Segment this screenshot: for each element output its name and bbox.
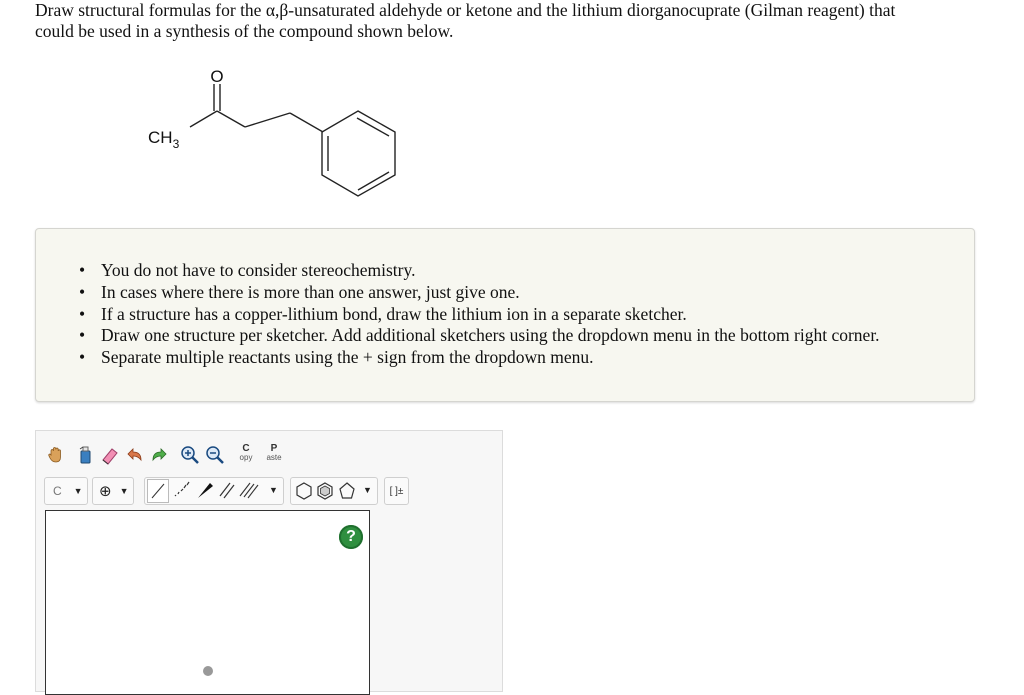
chevron-down-icon[interactable]: ▼: [363, 485, 372, 495]
zoom-out-icon[interactable]: [204, 443, 226, 467]
double-bond-tool[interactable]: [217, 479, 237, 506]
instruction-item: • You do not have to consider stereochemistry.: [79, 260, 880, 282]
help-icon[interactable]: ?: [339, 525, 363, 549]
copy-label-bottom: opy: [239, 453, 253, 462]
instruction-item: • In cases where there is more than one answer, just give one.: [79, 282, 880, 304]
methyl-subscript: 3: [172, 137, 180, 151]
methyl-label: [148, 128, 180, 151]
bond-toolbar: [144, 477, 284, 505]
question-line-2: could be used in a synthesis of the compound shown below.: [35, 21, 454, 41]
eraser-icon[interactable]: [99, 443, 121, 467]
bracket-charge-button[interactable]: [384, 477, 409, 505]
element-label: C: [53, 484, 62, 498]
drawing-canvas[interactable]: [45, 510, 370, 695]
instruction-item: • Draw one structure per sketcher. Add additional sketchers using the dropdown menu in the bottom right corner.: [79, 325, 880, 347]
clear-bottle-icon[interactable]: [74, 443, 96, 467]
paste-label-top: P: [270, 443, 278, 454]
methyl-label-main: CH: [148, 128, 173, 147]
benzene-icon[interactable]: [315, 480, 335, 507]
hashed-bond-tool[interactable]: [172, 479, 192, 506]
bracket-label: [ ]±: [389, 485, 404, 497]
molecule-structure: [0, 0, 1024, 220]
instruction-item: • Separate multiple reactants using the + sign from the dropdown menu.: [79, 347, 880, 369]
redo-icon[interactable]: [148, 443, 170, 467]
chevron-down-icon: ▼: [73, 486, 83, 496]
chevron-down-icon: ▼: [119, 486, 129, 496]
instruction-item: • If a structure has a copper-lithium bond, draw the lithium ion in a separate sketcher.: [79, 304, 880, 326]
oxygen-label: O: [210, 67, 224, 86]
zoom-in-icon[interactable]: [179, 443, 201, 467]
charge-plus-icon: ⊕: [99, 483, 112, 500]
undo-icon[interactable]: [124, 443, 146, 467]
triple-bond-tool[interactable]: [238, 479, 260, 506]
copy-button[interactable]: [235, 441, 257, 465]
charge-dropdown[interactable]: [92, 477, 134, 505]
ring-toolbar: [290, 477, 378, 505]
instructions-list: [79, 260, 880, 369]
paste-label-bottom: aste: [266, 453, 282, 462]
cyclopentane-icon[interactable]: [337, 480, 357, 507]
question-line-1: Draw structural formulas for the α,β-unsaturated aldehyde or ketone and the lithium diorganocuprate (Gilman reagent) that: [35, 0, 896, 20]
cyclohexane-icon[interactable]: [294, 480, 314, 507]
element-dropdown[interactable]: [44, 477, 88, 505]
canvas-center-dot: [203, 666, 213, 676]
chevron-down-icon[interactable]: ▼: [269, 485, 278, 495]
paste-button[interactable]: [263, 441, 285, 465]
wedge-bond-tool[interactable]: [195, 479, 215, 506]
copy-label-top: C: [242, 443, 250, 454]
molecule-sketcher: [35, 430, 503, 692]
hand-move-icon[interactable]: [45, 443, 67, 467]
instructions-box: [35, 228, 975, 402]
single-bond-tool[interactable]: [147, 479, 169, 503]
